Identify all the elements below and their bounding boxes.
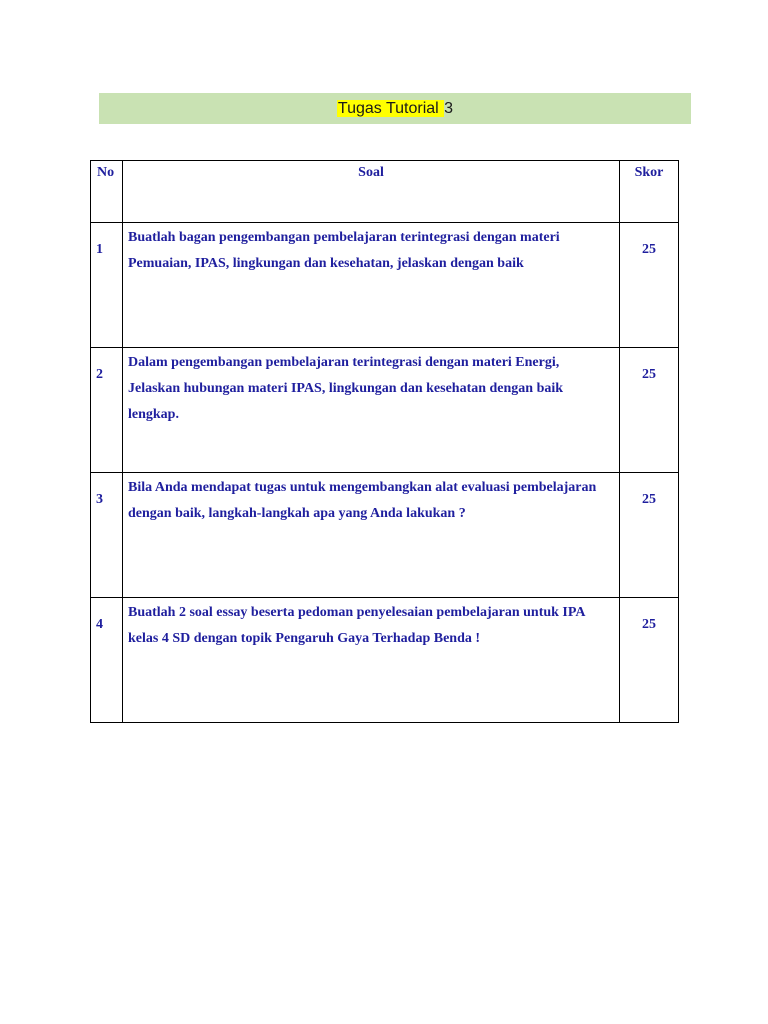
table-row — [91, 598, 679, 723]
row-question: Buatlah bagan pengembangan pembelajaran terintegrasi dengan materi Pemuaian, IPAS, lingkungan dan kesehatan, jelaskan dengan baik — [123, 223, 620, 348]
row-question: Bila Anda mendapat tugas untuk mengembangkan alat evaluasi pembelajaran dengan baik, langkah-langkah apa yang Anda lakukan ? — [123, 473, 620, 598]
row-score: 25 — [620, 223, 679, 348]
header-soal: Soal — [123, 161, 620, 223]
row-number: 1 — [91, 223, 123, 348]
header-no: No — [91, 161, 123, 223]
row-number: 3 — [91, 473, 123, 598]
title-bar — [99, 93, 691, 124]
title-number: 3 — [444, 99, 454, 117]
row-number: 4 — [91, 598, 123, 723]
table-header-row — [91, 161, 679, 223]
row-question: Dalam pengembangan pembelajaran terintegrasi dengan materi Energi, Jelaskan hubungan materi IPAS, lingkungan dan kesehatan dengan baik lengkap. — [123, 348, 620, 473]
row-score: 25 — [620, 473, 679, 598]
table-row — [91, 473, 679, 598]
task-table — [90, 160, 679, 723]
table-row — [91, 223, 679, 348]
row-score: 25 — [620, 598, 679, 723]
table-row — [91, 348, 679, 473]
row-number: 2 — [91, 348, 123, 473]
document-title — [337, 100, 453, 118]
row-score: 25 — [620, 348, 679, 473]
header-skor: Skor — [620, 161, 679, 223]
title-highlight: Tugas Tutorial — [337, 99, 444, 117]
row-question: Buatlah 2 soal essay beserta pedoman penyelesaian pembelajaran untuk IPA kelas 4 SD dengan topik Pengaruh Gaya Terhadap Benda ! — [123, 598, 620, 723]
